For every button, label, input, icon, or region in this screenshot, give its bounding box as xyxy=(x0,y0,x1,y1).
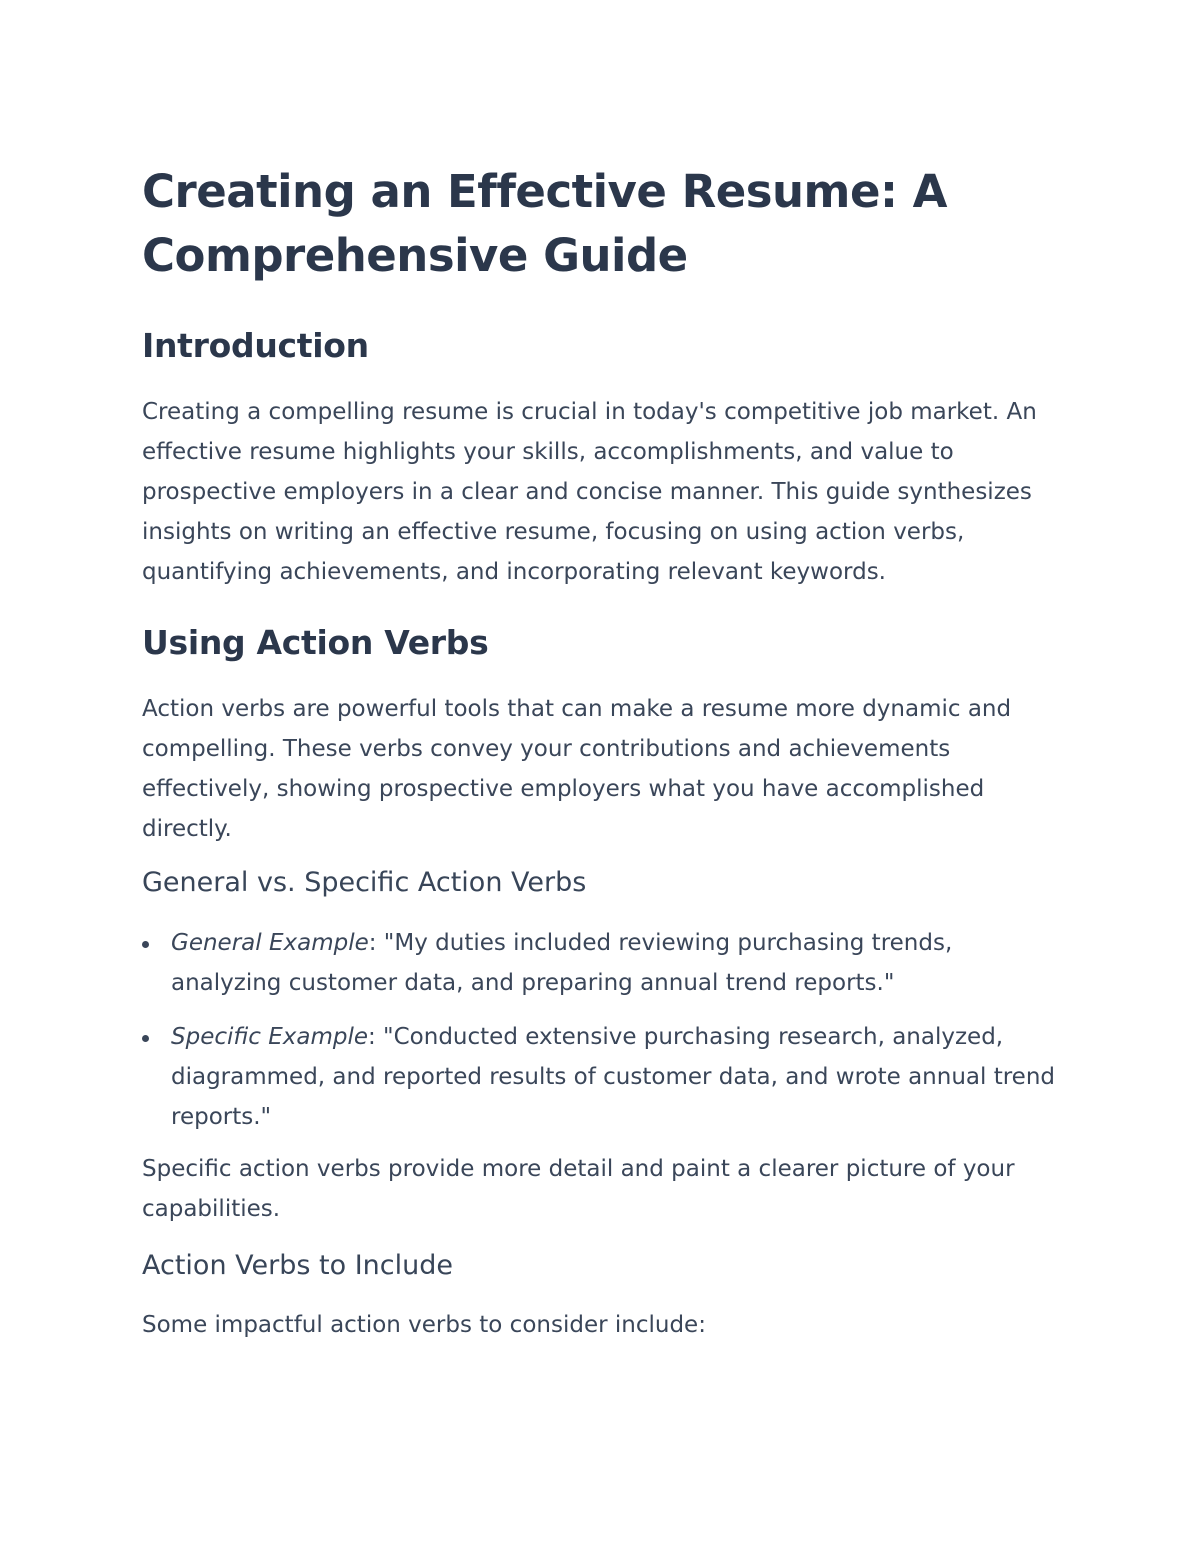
example-quote: "Conducted extensive purchasing research, analyzed, diagrammed, and reported results of customer data, and wrote annual trend reports." xyxy=(171,1024,1056,1130)
examples-list xyxy=(142,923,1062,1137)
list-item xyxy=(142,1017,1062,1137)
example-quote: "My duties included reviewing purchasing trends, analyzing customer data, and preparing annual trend reports." xyxy=(171,930,953,996)
bullet-icon xyxy=(142,941,149,948)
list-item xyxy=(142,923,1062,1003)
page-title: Creating an Effective Resume: A Comprehensive Guide xyxy=(142,165,947,282)
document-page xyxy=(142,160,1062,1345)
specific-verbs-paragraph: Specific action verbs provide more detail and paint a clearer picture of your capabilities. xyxy=(142,1156,1015,1222)
verbs-to-include-heading: Action Verbs to Include xyxy=(142,1250,453,1281)
example-separator: : xyxy=(368,930,377,956)
action-verbs-heading: Using Action Verbs xyxy=(142,623,489,662)
example-label: Specific Example xyxy=(171,1024,368,1050)
verbs-to-include-paragraph: Some impactful action verbs to consider include: xyxy=(142,1312,706,1338)
bullet-icon xyxy=(142,1035,149,1042)
introduction-paragraph: Creating a compelling resume is crucial in today's competitive job market. An effective resume highlights your skills, accomplishments, and value to prospective employers in a clear and concise manner. This guide synthesizes insights on writing an effective resume, focusing on using action verbs, quantifying achievements, and incorporating relevant keywords. xyxy=(142,399,1037,585)
example-label: General Example xyxy=(171,930,369,956)
action-verbs-paragraph: Action verbs are powerful tools that can make a resume more dynamic and compelling. These verbs convey your contributions and achievements effectively, showing prospective employers what you have accomplished directly. xyxy=(142,696,1012,842)
general-vs-specific-heading: General vs. Specific Action Verbs xyxy=(142,867,587,898)
example-separator: : xyxy=(367,1024,376,1050)
introduction-heading: Introduction xyxy=(142,326,369,365)
